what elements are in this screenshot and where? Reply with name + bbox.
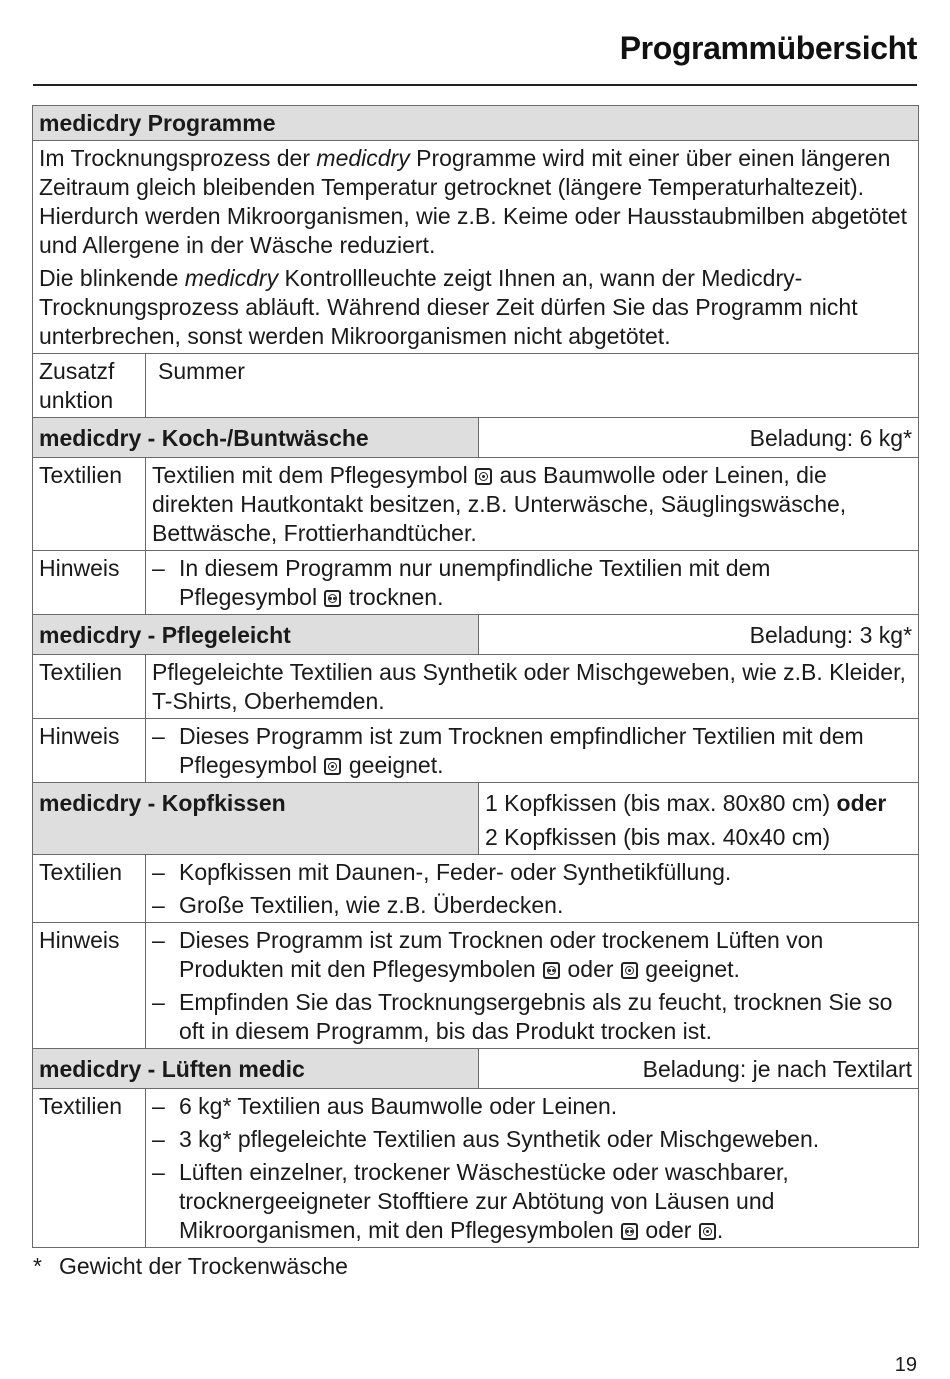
row-label-hinweis: Hinweis bbox=[33, 923, 146, 1049]
zusatzfunktion-label-text: Zusatzfunktion bbox=[39, 358, 115, 413]
hinweis-list bbox=[152, 722, 912, 780]
program-name: medicdry - Lüften medic bbox=[33, 1049, 479, 1089]
program-header-row bbox=[33, 1049, 919, 1089]
dryer-one-dot-icon bbox=[475, 468, 492, 485]
list-item: – 3 kg* pflegeleichte Textilien aus Synthetik oder Mischgeweben. bbox=[152, 1125, 912, 1154]
hinweis-list-cell bbox=[146, 719, 919, 783]
title-divider bbox=[33, 84, 917, 86]
section-header-medicdry-programme bbox=[33, 106, 919, 141]
list-item: – In diesem Programm nur unempfindliche Textilien mit dem Pflegesymbol trocknen. bbox=[152, 554, 912, 612]
dryer-one-dot-icon bbox=[621, 962, 638, 979]
row-label-textilien: Textilien bbox=[33, 655, 146, 719]
textilien-list bbox=[152, 858, 912, 920]
textilien-list-cell bbox=[146, 855, 919, 923]
row-label-hinweis: Hinweis bbox=[33, 719, 146, 783]
intro-paragraph: Im Trocknungsprozess der medicdry Programme wird mit einer über einen längeren Zeitraum gleich bleibenden Temperatur getrocknet (längere Temperaturhaltezeit). Hierdurch werden Mikroorganismen, wie z.B. Keime oder Hausstaubmilben abgetötet und Allergene in der Wäsche reduziert. bbox=[39, 145, 908, 258]
program-load: Beladung: 3 kg* bbox=[479, 615, 919, 655]
load-text: 1 Kopfkissen (bis max. 80x80 cm) bbox=[485, 790, 831, 816]
program-name: medicdry - Koch-/Buntwäsche bbox=[33, 418, 479, 458]
textilien-row bbox=[33, 458, 919, 551]
dryer-two-dots-icon bbox=[324, 590, 341, 607]
list-item: – Dieses Programm ist zum Trocknen empfindlicher Textilien mit dem Pflegesymbol geeignet. bbox=[152, 722, 912, 780]
load-oder: oder bbox=[836, 790, 887, 816]
list-item: – Große Textilien, wie z.B. Überdecken. bbox=[152, 891, 912, 920]
hinweis-row bbox=[33, 719, 919, 783]
footnote-text: Gewicht der Trockenwäsche bbox=[59, 1253, 348, 1279]
hinweis-list bbox=[152, 926, 912, 1046]
hinweis-list-cell bbox=[146, 551, 919, 615]
program-load: Beladung: 6 kg* bbox=[479, 418, 919, 458]
textilien-text: Textilien mit dem Pflegesymbol aus Baumwolle oder Leinen, die direkten Hautkontakt besitzen, z.B. Unterwäsche, Säuglingswäsche, Bettwäsche, Frottierhandtücher. bbox=[146, 458, 919, 551]
program-name: medicdry - Kopfkissen bbox=[33, 783, 479, 855]
program-load: Beladung: je nach Textilart bbox=[479, 1049, 919, 1089]
row-label-textilien: Textilien bbox=[33, 458, 146, 551]
textilien-row bbox=[33, 655, 919, 719]
intro-row bbox=[33, 141, 919, 354]
intro-paragraph: Die blinkende medicdry Kontrollleuchte zeigt Ihnen an, wann der Medicdry-Trocknungsprozess abläuft. Während dieser Zeit dürfen Sie das Programm nicht unterbrechen, sonst werden Mikroorganismen nicht abgetötet. bbox=[39, 265, 858, 349]
intro-text bbox=[33, 141, 919, 354]
dryer-two-dots-icon bbox=[543, 962, 560, 979]
dryer-two-dots-icon bbox=[621, 1223, 638, 1240]
program-name: medicdry - Pflegeleicht bbox=[33, 615, 479, 655]
program-load bbox=[479, 783, 919, 855]
list-item: – Dieses Programm ist zum Trocknen oder trockenem Lüften von Produkten mit den Pflegesymbolen oder geeignet. bbox=[152, 926, 912, 984]
row-label-textilien: Textilien bbox=[33, 1089, 146, 1248]
program-overview-table bbox=[32, 105, 919, 1248]
list-item: – Lüften einzelner, trockener Wäschestücke oder waschbarer, trocknergeeigneter Stofftiere zur Abtötung von Läusen und Mikroorganismen, mit den Pflegesymbolen oder . bbox=[152, 1158, 912, 1245]
load-line bbox=[485, 789, 912, 818]
row-label-textilien: Textilien bbox=[33, 855, 146, 923]
textilien-row bbox=[33, 1089, 919, 1248]
footnote-marker: * bbox=[33, 1253, 42, 1279]
textilien-list bbox=[152, 1092, 912, 1245]
zusatzfunktion-label bbox=[33, 354, 146, 418]
zusatzfunktion-row bbox=[33, 354, 919, 418]
page-title: Programmübersicht bbox=[619, 30, 917, 66]
dryer-one-dot-icon bbox=[324, 758, 341, 775]
program-header-row bbox=[33, 783, 919, 855]
hinweis-list-cell bbox=[146, 923, 919, 1049]
zusatzfunktion-value: Summer bbox=[146, 354, 919, 418]
program-header-row bbox=[33, 418, 919, 458]
textilien-row bbox=[33, 855, 919, 923]
dryer-one-dot-icon bbox=[699, 1223, 716, 1240]
hinweis-row bbox=[33, 923, 919, 1049]
program-header-row bbox=[33, 615, 919, 655]
section-title: medicdry Programme bbox=[33, 106, 919, 141]
page-number: 19 bbox=[894, 1354, 917, 1376]
hinweis-list bbox=[152, 554, 912, 612]
hinweis-row bbox=[33, 551, 919, 615]
textilien-text: Pflegeleichte Textilien aus Synthetik oder Mischgeweben, wie z.B. Kleider, T-Shirts, Oberhemden. bbox=[146, 655, 919, 719]
list-item: – Empfinden Sie das Trocknungsergebnis als zu feucht, trocknen Sie so oft in diesem Programm, bis das Produkt trocken ist. bbox=[152, 988, 912, 1046]
list-item: – 6 kg* Textilien aus Baumwolle oder Leinen. bbox=[152, 1092, 912, 1121]
textilien-list-cell bbox=[146, 1089, 919, 1248]
footnote bbox=[33, 1252, 348, 1281]
list-item: – Kopfkissen mit Daunen-, Feder- oder Synthetikfüllung. bbox=[152, 858, 912, 887]
load-line: 2 Kopfkissen (bis max. 40x40 cm) bbox=[485, 824, 831, 850]
row-label-hinweis: Hinweis bbox=[33, 551, 146, 615]
